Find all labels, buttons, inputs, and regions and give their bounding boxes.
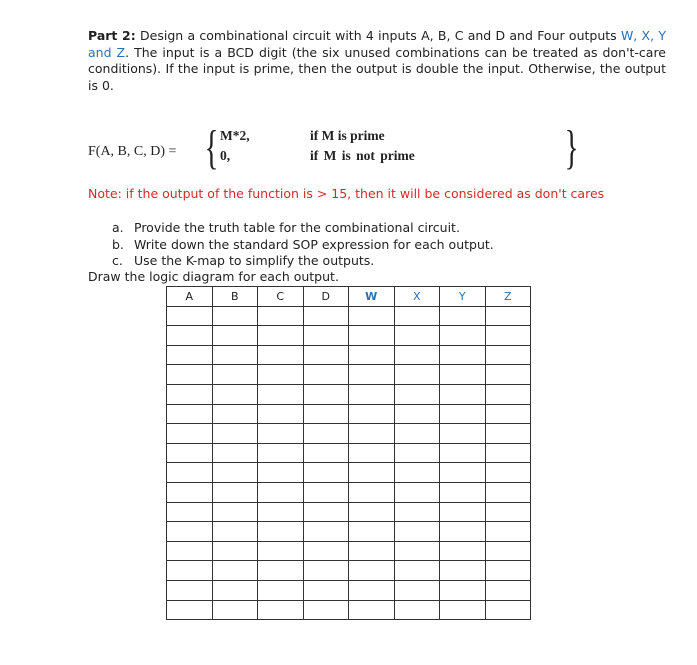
table-cell [349, 561, 395, 581]
header-x: X [394, 287, 440, 307]
case1-value: M*2, [220, 128, 250, 143]
table-cell [258, 306, 304, 326]
table-cell [212, 424, 258, 444]
table-cell [485, 443, 531, 463]
table-cell [212, 365, 258, 385]
table-cell [303, 502, 349, 522]
table-cell [212, 326, 258, 346]
table-cell [485, 463, 531, 483]
table-cell [212, 345, 258, 365]
table-cell [212, 463, 258, 483]
table-cell [394, 561, 440, 581]
table-cell [303, 384, 349, 404]
table-cell [167, 404, 213, 424]
dont-care-note: Note: if the output of the function is > 15, then it will be considered as don't cares [88, 186, 605, 201]
task-item: a. Provide the truth table for the combinational circuit. [112, 220, 460, 235]
table-cell [212, 502, 258, 522]
table-cell [349, 326, 395, 346]
task-list [88, 220, 494, 270]
table-cell [440, 600, 486, 620]
header-d: D [303, 287, 349, 307]
table-cell [258, 404, 304, 424]
table-cell [394, 580, 440, 600]
table-cell [349, 443, 395, 463]
table-cell [258, 326, 304, 346]
table-cell [485, 424, 531, 444]
header-y: Y [440, 287, 486, 307]
case1-condition: if M is prime [310, 128, 385, 143]
table-cell [349, 600, 395, 620]
table-row [167, 600, 531, 620]
table-row [167, 443, 531, 463]
table-cell [349, 502, 395, 522]
truth-table [166, 286, 531, 620]
header-b: B [212, 287, 258, 307]
table-row [167, 326, 531, 346]
table-cell [167, 345, 213, 365]
table-cell [258, 365, 304, 385]
table-cell [349, 482, 395, 502]
table-cell [349, 522, 395, 542]
table-cell [485, 306, 531, 326]
table-cell [258, 384, 304, 404]
table-cell [485, 365, 531, 385]
table-cell [440, 404, 486, 424]
table-cell [440, 345, 486, 365]
table-cell [485, 600, 531, 620]
table-cell [440, 522, 486, 542]
part-label: Part 2: [88, 28, 136, 43]
table-cell [303, 541, 349, 561]
table-cell [349, 365, 395, 385]
table-cell [167, 561, 213, 581]
table-cell [167, 424, 213, 444]
table-cell [167, 522, 213, 542]
table-cell [258, 463, 304, 483]
table-cell [167, 463, 213, 483]
table-cell [212, 600, 258, 620]
table-cell [303, 463, 349, 483]
table-cell [394, 443, 440, 463]
right-brace: } [564, 121, 579, 174]
table-cell [167, 326, 213, 346]
table-row [167, 541, 531, 561]
table-cell [349, 306, 395, 326]
table-cell [485, 580, 531, 600]
table-cell [167, 443, 213, 463]
table-cell [394, 600, 440, 620]
table-cell [485, 326, 531, 346]
table-row [167, 580, 531, 600]
table-row [167, 561, 531, 581]
table-cell [485, 502, 531, 522]
table-row [167, 502, 531, 522]
table-cell [258, 443, 304, 463]
table-cell [440, 326, 486, 346]
table-cell [258, 424, 304, 444]
table-cell [258, 580, 304, 600]
table-cell [212, 404, 258, 424]
table-cell [212, 384, 258, 404]
table-cell [167, 541, 213, 561]
header-c: C [258, 287, 304, 307]
table-cell [394, 384, 440, 404]
table-cell [258, 561, 304, 581]
table-cell [167, 600, 213, 620]
table-cell [303, 600, 349, 620]
table-cell [440, 424, 486, 444]
table-cell [394, 522, 440, 542]
outputs-list: W, X, Y and Z [88, 28, 666, 60]
table-cell [167, 384, 213, 404]
header-w: W [349, 287, 395, 307]
table-cell [394, 365, 440, 385]
table-cell [303, 580, 349, 600]
table-cell [440, 541, 486, 561]
table-row [167, 463, 531, 483]
left-brace: { [204, 121, 219, 174]
table-cell [349, 463, 395, 483]
table-cell [394, 306, 440, 326]
table-cell [394, 345, 440, 365]
table-row [167, 522, 531, 542]
table-row [167, 365, 531, 385]
table-cell [440, 482, 486, 502]
table-cell [349, 384, 395, 404]
table-cell [212, 443, 258, 463]
table-cell [303, 443, 349, 463]
table-cell [440, 306, 486, 326]
table-cell [349, 404, 395, 424]
table-cell [303, 326, 349, 346]
table-cell [485, 384, 531, 404]
draw-instruction: Draw the logic diagram for each output. [88, 269, 339, 284]
table-cell [485, 345, 531, 365]
table-cell [394, 326, 440, 346]
table-cell [167, 580, 213, 600]
table-cell [303, 522, 349, 542]
table-row [167, 424, 531, 444]
table-cell [303, 561, 349, 581]
table-cell [349, 345, 395, 365]
function-lhs: F(A, B, C, D) = [88, 144, 177, 159]
case2-condition: if M is not prime [310, 148, 415, 163]
table-cell [485, 561, 531, 581]
table-cell [394, 404, 440, 424]
table-cell [440, 384, 486, 404]
table-cell [349, 580, 395, 600]
header-z: Z [485, 287, 531, 307]
table-cell [303, 424, 349, 444]
table-row [167, 482, 531, 502]
table-cell [485, 404, 531, 424]
table-cell [167, 365, 213, 385]
table-row [167, 384, 531, 404]
table-cell [349, 424, 395, 444]
table-cell [167, 502, 213, 522]
task-item: c. Use the K-map to simplify the outputs. [112, 253, 375, 268]
table-row [167, 404, 531, 424]
table-cell [303, 345, 349, 365]
table-cell [485, 482, 531, 502]
table-cell [258, 522, 304, 542]
table-cell [258, 482, 304, 502]
table-cell [394, 424, 440, 444]
table-cell [485, 522, 531, 542]
intro-text-1: Design a combinational circuit with 4 inputs A, B, C and D and Four outputs [135, 28, 621, 43]
table-cell [394, 541, 440, 561]
problem-statement [40, 28, 666, 94]
table-cell [349, 541, 395, 561]
table-cell [258, 600, 304, 620]
table-cell [212, 561, 258, 581]
table-cell [212, 541, 258, 561]
table-cell [212, 580, 258, 600]
table-cell [485, 541, 531, 561]
table-cell [440, 561, 486, 581]
table-cell [440, 580, 486, 600]
header-a: A [167, 287, 213, 307]
table-cell [440, 365, 486, 385]
table-cell [167, 306, 213, 326]
table-cell [440, 463, 486, 483]
case2-value: 0, [220, 148, 231, 163]
table-cell [258, 541, 304, 561]
table-cell [394, 482, 440, 502]
table-cell [212, 482, 258, 502]
table-cell [303, 482, 349, 502]
table-cell [394, 463, 440, 483]
table-cell [212, 522, 258, 542]
table-cell [440, 502, 486, 522]
table-cell [303, 306, 349, 326]
task-item: b. Write down the standard SOP expression for each output. [112, 236, 494, 252]
table-cell [167, 482, 213, 502]
table-cell [258, 345, 304, 365]
table-cell [394, 502, 440, 522]
table-cell [303, 365, 349, 385]
table-row [167, 345, 531, 365]
table-cell [303, 404, 349, 424]
table-cell [212, 306, 258, 326]
intro-text-2: . The input is a BCD digit (the six unused combinations can be treated as don't-care conditions). If the input is prime, then the output is double the input. Otherwise, the output is 0. [88, 44, 666, 93]
table-cell [258, 502, 304, 522]
table-cell [440, 443, 486, 463]
table-row [167, 306, 531, 326]
truth-table-header-row [167, 287, 531, 307]
function-definition [88, 121, 579, 176]
